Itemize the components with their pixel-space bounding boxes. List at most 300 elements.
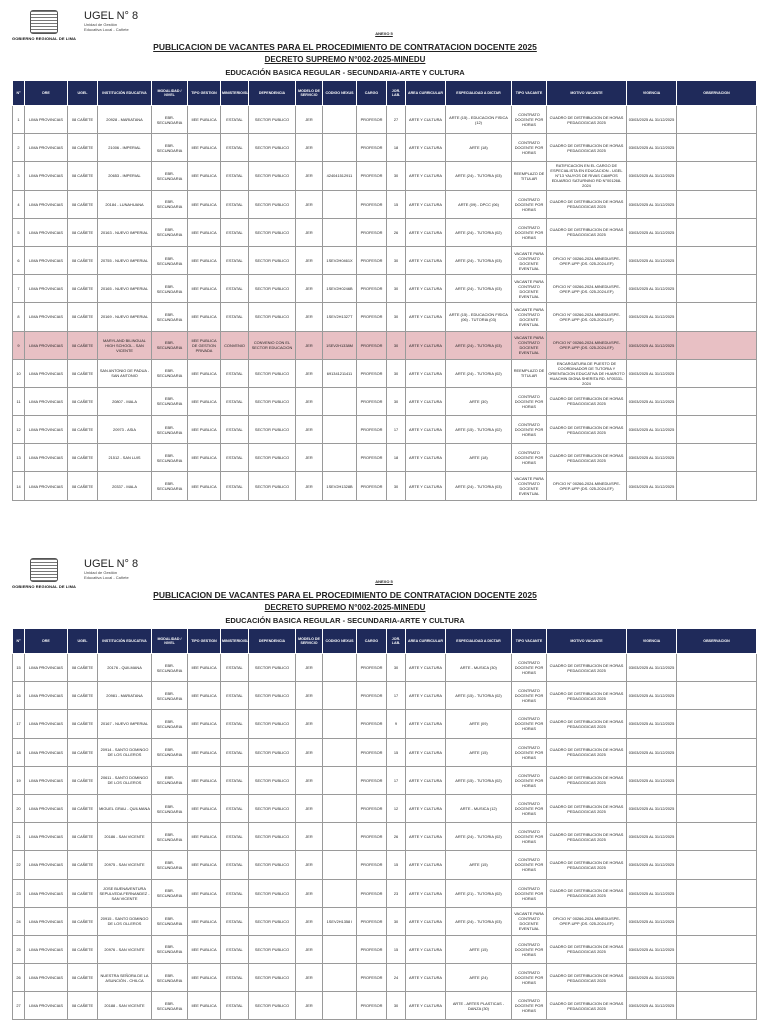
dependency-cell: SECTOR PUBLICO xyxy=(249,879,296,907)
row-number: 2 xyxy=(13,134,25,162)
management-type-cell: IIEE PUBLICA xyxy=(188,879,221,907)
observation-cell xyxy=(677,106,757,134)
validity-cell: 03/03/2025 AL 31/12/2025 xyxy=(627,359,677,387)
nexus-code-cell xyxy=(323,682,357,710)
workday-cell: 12 xyxy=(387,794,406,822)
modality-cell: EBR-SECUNDARIA xyxy=(152,218,188,246)
management-type-cell: IIEE PUBLICA xyxy=(188,907,221,935)
vacancy-type-cell: VACANTE PARA CONTRATO DOCENTE EVENTUAL xyxy=(512,303,547,331)
row-number: 12 xyxy=(13,416,25,444)
vacancy-reason-cell: RATIFICACION EN EL CARGO DE ESPECIALISTA EN EDUCACION - UGEL N°13 YAUYOS DE RIVAS CAMPOS EDUARDO SATURNINO RD N°001268-2024 xyxy=(547,162,627,190)
management-type-cell: IIEE PUBLICA xyxy=(188,964,221,992)
modality-cell: EBR-SECUNDARIA xyxy=(152,654,188,682)
vacancy-reason-cell: CUADRO DE DISTRIBUCION DE HORAS PEDAGOGICAS 2025 xyxy=(547,964,627,992)
service-model-cell: JER xyxy=(296,331,323,359)
institution-cell: 20976 - SAN VICENTE xyxy=(98,935,152,963)
row-number: 1 xyxy=(13,106,25,134)
dependency-cell: SECTOR PUBLICO xyxy=(249,907,296,935)
table-row xyxy=(13,134,757,162)
validity-cell: 03/03/2025 AL 31/12/2025 xyxy=(627,218,677,246)
service-model-cell: JER xyxy=(296,303,323,331)
dre-cell: LIMA PROVINCIAS xyxy=(25,303,68,331)
vacancy-reason-cell: OFICIO N° 00266-2024-MINEDU/SPE-OPEP-UPP (DS. 025-2024-EF) xyxy=(547,275,627,303)
table-row xyxy=(13,738,757,766)
position-cell: PROFESOR xyxy=(357,992,387,1020)
vacancy-reason-cell: CUADRO DE DISTRIBUCION DE HORAS PEDAGOGICAS 2025 xyxy=(547,766,627,794)
table-row xyxy=(13,190,757,218)
curricular-area-cell: ARTE Y CULTURA xyxy=(406,331,446,359)
validity-cell: 03/03/2025 AL 31/12/2025 xyxy=(627,190,677,218)
row-number: 7 xyxy=(13,275,25,303)
validity-cell: 03/03/2025 AL 31/12/2025 xyxy=(627,879,677,907)
row-number: 16 xyxy=(13,682,25,710)
curricular-area-cell: ARTE Y CULTURA xyxy=(406,444,446,472)
specialty-cell: ARTE (09) xyxy=(446,710,512,738)
ugel-cell: 08 CAÑETE xyxy=(68,246,98,274)
vacancy-type-cell: CONTRATO DOCENTE POR HORAS xyxy=(512,134,547,162)
vacancy-type-cell: CONTRATO DOCENTE POR HORAS xyxy=(512,190,547,218)
modality-cell: EBR-SECUNDARIA xyxy=(152,766,188,794)
vacancy-reason-cell: CUADRO DE DISTRIBUCION DE HORAS PEDAGOGICAS 2025 xyxy=(547,992,627,1020)
column-header: UGEL xyxy=(68,81,98,106)
vacancy-reason-cell: CUADRO DE DISTRIBUCION DE HORAS PEDAGOGICAS 2025 xyxy=(547,190,627,218)
ugel-title: UGEL N° 8 xyxy=(84,558,139,570)
dre-cell: LIMA PROVINCIAS xyxy=(25,710,68,738)
institution-cell: 20184 - LUNAHUANA xyxy=(98,190,152,218)
management-type-cell: IIEE PUBLICA xyxy=(188,303,221,331)
service-model-cell: JER xyxy=(296,682,323,710)
modality-cell: EBR-SECUNDARIA xyxy=(152,444,188,472)
ministry-cell: ESTATAL xyxy=(221,472,249,500)
ministry-cell: ESTATAL xyxy=(221,303,249,331)
observation-cell xyxy=(677,303,757,331)
observation-cell xyxy=(677,794,757,822)
dre-cell: LIMA PROVINCIAS xyxy=(25,416,68,444)
vacancy-reason-cell: CUADRO DE DISTRIBUCION DE HORAS PEDAGOGICAS 2025 xyxy=(547,218,627,246)
service-model-cell: JER xyxy=(296,472,323,500)
ugel-cell: 08 CAÑETE xyxy=(68,303,98,331)
management-type-cell: IIEE PUBLICA xyxy=(188,935,221,963)
table-row xyxy=(13,964,757,992)
vacancy-type-cell: CONTRATO DOCENTE POR HORAS xyxy=(512,710,547,738)
position-cell: PROFESOR xyxy=(357,823,387,851)
curricular-area-cell: ARTE Y CULTURA xyxy=(406,134,446,162)
workday-cell: 15 xyxy=(387,935,406,963)
workday-cell: 18 xyxy=(387,134,406,162)
institution-cell: MARYLAND BILINGUAL HIGH SCHOOL - SAN VICENTE xyxy=(98,331,152,359)
specialty-cell: ARTE (24) - TUTORIA (02) xyxy=(446,823,512,851)
modality-cell: EBR-SECUNDARIA xyxy=(152,303,188,331)
vacancy-type-cell: CONTRATO DOCENTE POR HORAS xyxy=(512,766,547,794)
observation-cell xyxy=(677,275,757,303)
dependency-cell: SECTOR PUBLICO xyxy=(249,851,296,879)
dre-cell: LIMA PROVINCIAS xyxy=(25,823,68,851)
institution-cell: 20915 - SANTO DOMINGO DE LOS OLLEROS xyxy=(98,907,152,935)
service-model-cell: JER xyxy=(296,444,323,472)
nexus-code-cell xyxy=(323,444,357,472)
specialty-cell: ARTE (15) - TUTORIA (02) xyxy=(446,682,512,710)
modality-cell: EBR-SECUNDARIA xyxy=(152,992,188,1020)
management-type-cell: IIEE PUBLICA DE GESTION PRIVADA xyxy=(188,331,221,359)
ugel-cell: 08 CAÑETE xyxy=(68,444,98,472)
workday-cell: 30 xyxy=(387,654,406,682)
specialty-cell: ARTE (18) xyxy=(446,134,512,162)
column-header: MINISTERIO/SL xyxy=(221,81,249,106)
position-cell: PROFESOR xyxy=(357,907,387,935)
dre-cell: LIMA PROVINCIAS xyxy=(25,879,68,907)
validity-cell: 03/03/2025 AL 31/12/2025 xyxy=(627,964,677,992)
ministry-cell: ESTATAL xyxy=(221,654,249,682)
dre-cell: LIMA PROVINCIAS xyxy=(25,331,68,359)
curricular-area-cell: ARTE Y CULTURA xyxy=(406,907,446,935)
management-type-cell: IIEE PUBLICA xyxy=(188,387,221,415)
nexus-code-cell xyxy=(323,134,357,162)
observation-cell xyxy=(677,654,757,682)
nexus-code-cell: 1SEV2H0246B xyxy=(323,275,357,303)
curricular-area-cell: ARTE Y CULTURA xyxy=(406,992,446,1020)
column-header: INSTITUCIÓN EDUCATIVA xyxy=(98,81,152,106)
vacancy-reason-cell: OFICIO N° 00266-2024-MINEDU/SPE-OPEP-UPP (DS. 025-2024-EF) xyxy=(547,303,627,331)
position-cell: PROFESOR xyxy=(357,851,387,879)
modality-cell: EBR-SECUNDARIA xyxy=(152,416,188,444)
curricular-area-cell: ARTE Y CULTURA xyxy=(406,246,446,274)
workday-cell: 23 xyxy=(387,879,406,907)
dre-cell: LIMA PROVINCIAS xyxy=(25,851,68,879)
workday-cell: 30 xyxy=(387,992,406,1020)
nexus-code-cell xyxy=(323,710,357,738)
ministry-cell: ESTATAL xyxy=(221,710,249,738)
ministry-cell: ESTATAL xyxy=(221,106,249,134)
vacancies-table xyxy=(12,80,757,501)
workday-cell: 30 xyxy=(387,907,406,935)
ministry-cell: ESTATAL xyxy=(221,190,249,218)
row-number: 5 xyxy=(13,218,25,246)
nexus-code-cell xyxy=(323,992,357,1020)
dependency-cell: SECTOR PUBLICO xyxy=(249,190,296,218)
service-model-cell: JER xyxy=(296,794,323,822)
observation-cell xyxy=(677,218,757,246)
ministry-cell: ESTATAL xyxy=(221,992,249,1020)
management-type-cell: IIEE PUBLICA xyxy=(188,823,221,851)
page-title: PUBLICACION DE VACANTES PARA EL PROCEDIMIENTO DE CONTRATACION DOCENTE 2025 xyxy=(153,42,537,52)
level-title: EDUCACIÓN BASICA REGULAR - SECUNDARIA-ARTE Y CULTURA xyxy=(225,68,465,77)
management-type-cell: IIEE PUBLICA xyxy=(188,106,221,134)
curricular-area-cell: ARTE Y CULTURA xyxy=(406,162,446,190)
modality-cell: EBR-SECUNDARIA xyxy=(152,907,188,935)
specialty-cell: ARTE - ARTES PLASTICAS - DANZA (30) xyxy=(446,992,512,1020)
institution-cell: 20914 - SANTO DOMINGO DE LOS OLLEROS xyxy=(98,738,152,766)
nexus-code-cell xyxy=(323,964,357,992)
service-model-cell: JER xyxy=(296,190,323,218)
ministry-cell: ESTATAL xyxy=(221,738,249,766)
dre-cell: LIMA PROVINCIAS xyxy=(25,162,68,190)
observation-cell xyxy=(677,710,757,738)
validity-cell: 03/03/2025 AL 31/12/2025 xyxy=(627,738,677,766)
row-number: 21 xyxy=(13,823,25,851)
table-header-row xyxy=(13,629,757,654)
management-type-cell: IIEE PUBLICA xyxy=(188,359,221,387)
validity-cell: 03/03/2025 AL 31/12/2025 xyxy=(627,106,677,134)
column-header: AREA CURRICULAR xyxy=(406,81,446,106)
management-type-cell: IIEE PUBLICA xyxy=(188,794,221,822)
institution-cell: 20975 - SAN VICENTE xyxy=(98,851,152,879)
ugel-cell: 08 CAÑETE xyxy=(68,935,98,963)
column-header: UGEL xyxy=(68,629,98,654)
observation-cell xyxy=(677,359,757,387)
validity-cell: 03/03/2025 AL 31/12/2025 xyxy=(627,992,677,1020)
validity-cell: 03/03/2025 AL 31/12/2025 xyxy=(627,823,677,851)
management-type-cell: IIEE PUBLICA xyxy=(188,275,221,303)
specialty-cell: ARTE (09) - DPCC (06) xyxy=(446,190,512,218)
observation-cell xyxy=(677,387,757,415)
position-cell: PROFESOR xyxy=(357,935,387,963)
curricular-area-cell: ARTE Y CULTURA xyxy=(406,879,446,907)
service-model-cell: JER xyxy=(296,275,323,303)
column-header: CODIGO NEXUS xyxy=(323,81,357,106)
nexus-code-cell xyxy=(323,190,357,218)
row-number: 4 xyxy=(13,190,25,218)
column-header: MODALIDAD / NIVEL xyxy=(152,81,188,106)
vacancy-type-cell: CONTRATO DOCENTE POR HORAS xyxy=(512,444,547,472)
column-header: JOR. LAB. xyxy=(387,629,406,654)
table-row xyxy=(13,879,757,907)
vacancy-type-cell: VACANTE PARA CONTRATO DOCENTE EVENTUAL xyxy=(512,472,547,500)
level-title: EDUCACIÓN BASICA REGULAR - SECUNDARIA-ARTE Y CULTURA xyxy=(225,616,465,625)
position-cell: PROFESOR xyxy=(357,738,387,766)
column-header: OBSERVACION xyxy=(677,629,757,654)
workday-cell: 18 xyxy=(387,444,406,472)
row-number: 18 xyxy=(13,738,25,766)
curricular-area-cell: ARTE Y CULTURA xyxy=(406,190,446,218)
observation-cell xyxy=(677,190,757,218)
ugel-cell: 08 CAÑETE xyxy=(68,387,98,415)
position-cell: PROFESOR xyxy=(357,444,387,472)
observation-cell xyxy=(677,416,757,444)
curricular-area-cell: ARTE Y CULTURA xyxy=(406,710,446,738)
curricular-area-cell: ARTE Y CULTURA xyxy=(406,682,446,710)
curricular-area-cell: ARTE Y CULTURA xyxy=(406,654,446,682)
nexus-code-cell xyxy=(323,106,357,134)
table-row xyxy=(13,992,757,1020)
ugel-cell: 08 CAÑETE xyxy=(68,472,98,500)
ministry-cell: ESTATAL xyxy=(221,162,249,190)
column-header: CARGO xyxy=(357,629,387,654)
modality-cell: EBR-SECUNDARIA xyxy=(152,359,188,387)
institution-cell: 20169 - NUEVO IMPERIAL xyxy=(98,303,152,331)
table-row xyxy=(13,766,757,794)
ugel-cell: 08 CAÑETE xyxy=(68,766,98,794)
row-number: 13 xyxy=(13,444,25,472)
dre-cell: LIMA PROVINCIAS xyxy=(25,682,68,710)
row-number: 27 xyxy=(13,992,25,1020)
table-row xyxy=(13,275,757,303)
service-model-cell: JER xyxy=(296,246,323,274)
ugel-cell: 08 CAÑETE xyxy=(68,190,98,218)
modality-cell: EBR-SECUNDARIA xyxy=(152,851,188,879)
ugel-cell: 08 CAÑETE xyxy=(68,992,98,1020)
nexus-code-cell xyxy=(323,738,357,766)
ministry-cell: ESTATAL xyxy=(221,444,249,472)
position-cell: PROFESOR xyxy=(357,964,387,992)
dependency-cell: SECTOR PUBLICO xyxy=(249,823,296,851)
dre-cell: LIMA PROVINCIAS xyxy=(25,992,68,1020)
institution-cell: 20163 - NUEVO IMPERIAL xyxy=(98,218,152,246)
table-row xyxy=(13,935,757,963)
nexus-code-cell: 1SEV2H0461X xyxy=(323,246,357,274)
service-model-cell: JER xyxy=(296,416,323,444)
observation-cell xyxy=(677,879,757,907)
observation-cell xyxy=(677,682,757,710)
column-header: VIGENCIA xyxy=(627,629,677,654)
dre-cell: LIMA PROVINCIAS xyxy=(25,907,68,935)
ugel-cell: 08 CAÑETE xyxy=(68,106,98,134)
column-header: TIPO GESTION xyxy=(188,81,221,106)
vacancy-reason-cell: CUADRO DE DISTRIBUCION DE HORAS PEDAGOGICAS 2025 xyxy=(547,851,627,879)
workday-cell: 30 xyxy=(387,303,406,331)
ugel-cell: 08 CAÑETE xyxy=(68,134,98,162)
institution-cell: NUESTRA SEÑORA DE LA ASUNCIÓN - CHILCA xyxy=(98,964,152,992)
modality-cell: EBR-SECUNDARIA xyxy=(152,682,188,710)
vacancy-reason-cell: ENCARGATURA DE PUESTO DE COORDINADOR DE TUTORIA Y ORIENTACION EDUCATIVA DE HUAROTO HUACHIN DIGNA SHERITA RD. N°05331-2024 xyxy=(548,360,625,386)
observation-cell xyxy=(677,162,757,190)
validity-cell: 03/03/2025 AL 31/12/2025 xyxy=(627,303,677,331)
nexus-code-cell xyxy=(323,416,357,444)
validity-cell: 03/03/2025 AL 31/12/2025 xyxy=(627,472,677,500)
workday-cell: 15 xyxy=(387,851,406,879)
service-model-cell: JER xyxy=(296,162,323,190)
dependency-cell: SECTOR PUBLICO xyxy=(249,654,296,682)
curricular-area-cell: ARTE Y CULTURA xyxy=(406,935,446,963)
ugel-cell: 08 CAÑETE xyxy=(68,907,98,935)
column-header: ESPECIALIDAD A DICTAR xyxy=(446,81,512,106)
service-model-cell: JER xyxy=(296,359,323,387)
institution-cell: 20337 - MALA xyxy=(98,472,152,500)
service-model-cell: JER xyxy=(296,134,323,162)
dre-cell: LIMA PROVINCIAS xyxy=(25,794,68,822)
specialty-cell: ARTE (24) - TUTORIA (03) xyxy=(446,246,512,274)
workday-cell: 17 xyxy=(387,416,406,444)
table-row xyxy=(13,106,757,134)
vacancy-type-cell: REEMPLAZO DE TITULAR xyxy=(512,162,547,190)
institution-cell: 21006 - IMPERIAL xyxy=(98,134,152,162)
dre-cell: LIMA PROVINCIAS xyxy=(25,387,68,415)
position-cell: PROFESOR xyxy=(357,331,387,359)
ugel-subtitle-2: Educativa Local - Cañete xyxy=(84,575,129,580)
workday-cell: 15 xyxy=(387,190,406,218)
column-header: N° xyxy=(13,629,25,654)
workday-cell: 30 xyxy=(387,275,406,303)
curricular-area-cell: ARTE Y CULTURA xyxy=(406,738,446,766)
dre-cell: LIMA PROVINCIAS xyxy=(25,106,68,134)
curricular-area-cell: ARTE Y CULTURA xyxy=(406,275,446,303)
observation-cell xyxy=(677,935,757,963)
vacancy-type-cell: CONTRATO DOCENTE POR HORAS xyxy=(512,964,547,992)
dependency-cell: SECTOR PUBLICO xyxy=(249,218,296,246)
management-type-cell: IIEE PUBLICA xyxy=(188,682,221,710)
table-row xyxy=(13,303,757,331)
specialty-cell: ARTE (24) - TUTORIA (02) xyxy=(446,359,512,387)
position-cell: PROFESOR xyxy=(357,162,387,190)
table-row xyxy=(13,444,757,472)
institution-cell: 20928 - MARIATANA xyxy=(98,106,152,134)
nexus-code-cell: 424041512911 xyxy=(323,162,357,190)
vacancy-reason-cell: CUADRO DE DISTRIBUCION DE HORAS PEDAGOGICAS 2025 xyxy=(547,738,627,766)
specialty-cell: ARTE (24) - TUTORIA (03) xyxy=(446,275,512,303)
ugel-header xyxy=(84,558,138,580)
position-cell: PROFESOR xyxy=(357,218,387,246)
anexo-label: ANEXO 5 xyxy=(375,31,393,36)
validity-cell: 03/03/2025 AL 31/12/2025 xyxy=(627,654,677,682)
vacancy-type-cell: REEMPLAZO DE TITULAR xyxy=(512,359,547,387)
ugel-cell: 08 CAÑETE xyxy=(68,964,98,992)
vacancy-reason-cell: CUADRO DE DISTRIBUCION DE HORAS PEDAGOGICAS 2025 xyxy=(547,444,627,472)
position-cell: PROFESOR xyxy=(357,766,387,794)
specialty-cell: ARTE - MUSICA (30) xyxy=(446,654,512,682)
page-title: PUBLICACION DE VACANTES PARA EL PROCEDIMIENTO DE CONTRATACION DOCENTE 2025 xyxy=(153,590,537,600)
modality-cell: EBR-SECUNDARIA xyxy=(152,794,188,822)
institution-cell: MIGUEL GRAU - QUILMANA xyxy=(98,794,152,822)
observation-cell xyxy=(677,738,757,766)
management-type-cell: IIEE PUBLICA xyxy=(188,134,221,162)
vacancy-type-cell: CONTRATO DOCENTE POR HORAS xyxy=(512,794,547,822)
observation-cell xyxy=(677,823,757,851)
column-header: N° xyxy=(13,81,25,106)
dre-cell: LIMA PROVINCIAS xyxy=(25,472,68,500)
dependency-cell: SECTOR PUBLICO xyxy=(249,992,296,1020)
modality-cell: EBR-SECUNDARIA xyxy=(152,710,188,738)
position-cell: PROFESOR xyxy=(357,106,387,134)
workday-cell: 30 xyxy=(387,331,406,359)
management-type-cell: IIEE PUBLICA xyxy=(188,654,221,682)
row-number: 20 xyxy=(13,794,25,822)
institution-cell: 20167 - NUEVO IMPERIAL xyxy=(98,710,152,738)
service-model-cell: JER xyxy=(296,654,323,682)
validity-cell: 03/03/2025 AL 31/12/2025 xyxy=(627,444,677,472)
nexus-code-cell xyxy=(323,851,357,879)
validity-cell: 03/03/2025 AL 31/12/2025 xyxy=(627,794,677,822)
modality-cell: EBR-SECUNDARIA xyxy=(152,275,188,303)
validity-cell: 03/03/2025 AL 31/12/2025 xyxy=(627,387,677,415)
dependency-cell: SECTOR PUBLICO xyxy=(249,766,296,794)
anexo-label: ANEXO 5 xyxy=(375,579,393,584)
decree-title: DECRETO SUPREMO N°002-2025-MINEDU xyxy=(264,603,426,612)
institution-cell: 20176 - QUILMANA xyxy=(98,654,152,682)
observation-cell xyxy=(677,964,757,992)
dre-cell: LIMA PROVINCIAS xyxy=(25,359,68,387)
table-row xyxy=(13,907,757,935)
specialty-cell: ARTE (21) - TUTORIA (02) xyxy=(446,879,512,907)
institution-cell: 20973 - ASIA xyxy=(98,416,152,444)
observation-cell xyxy=(677,992,757,1020)
workday-cell: 27 xyxy=(387,106,406,134)
row-number: 14 xyxy=(13,472,25,500)
column-header: DRE xyxy=(25,629,68,654)
service-model-cell: JER xyxy=(296,218,323,246)
curricular-area-cell: ARTE Y CULTURA xyxy=(406,359,446,387)
ugel-cell: 08 CAÑETE xyxy=(68,851,98,879)
nexus-code-cell xyxy=(323,823,357,851)
vacancy-type-cell: VACANTE PARA CONTRATO DOCENTE EVENTUAL xyxy=(512,331,547,359)
column-header: TIPO GESTION xyxy=(188,629,221,654)
vacancy-type-cell: CONTRATO DOCENTE POR HORAS xyxy=(512,879,547,907)
row-number: 22 xyxy=(13,851,25,879)
specialty-cell: ARTE (18) xyxy=(446,444,512,472)
dependency-cell: SECTOR PUBLICO xyxy=(249,106,296,134)
specialty-cell: ARTE (24) - TUTORIA (02) xyxy=(446,218,512,246)
ministry-cell: ESTATAL xyxy=(221,823,249,851)
column-header: AREA CURRICULAR xyxy=(406,629,446,654)
management-type-cell: IIEE PUBLICA xyxy=(188,416,221,444)
